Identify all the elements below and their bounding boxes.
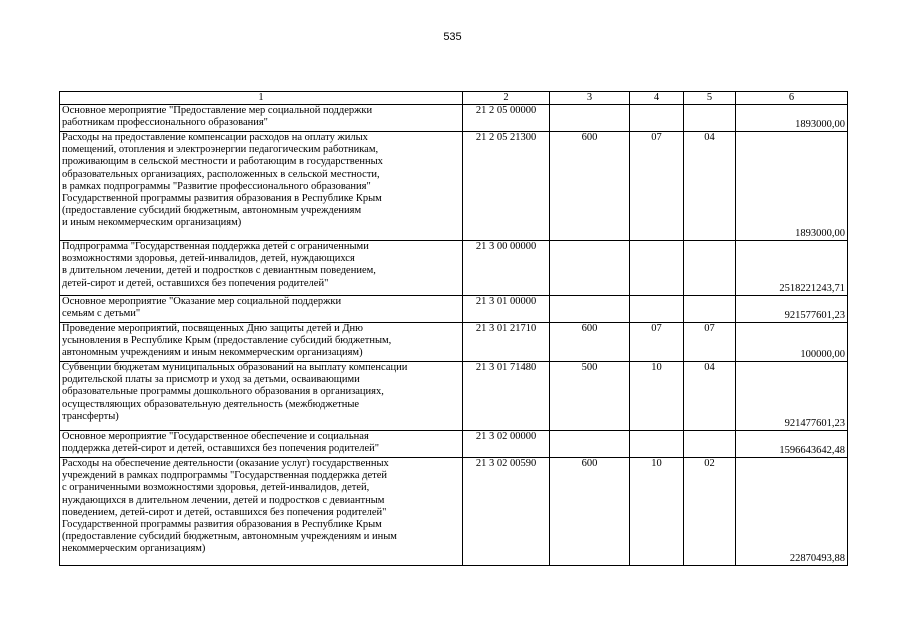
table-row bbox=[60, 105, 848, 132]
row-type-cell: 600 bbox=[550, 132, 630, 241]
row-section-cell bbox=[630, 105, 684, 132]
row-type-cell bbox=[550, 105, 630, 132]
row-name-cell: Расходы на обеспечение деятельности (оказание услуг) государственных учреждений в рамках подпрограммы "Государственная поддержка детей с ограниченными возможностями здоровья, детей-инвалидов, детей, нуждающихся в длительном лечении, детей и подростков с девиантным поведением, детей-сирот и детей, оставшихся без попечения родителей" Государственной программы развития образования в Республике Крым (предоставление субсидий бюджетным, автономным учреждениям и иным некоммерческим организациям) bbox=[60, 458, 463, 566]
table-header-row bbox=[60, 92, 848, 105]
column-header: 6 bbox=[736, 92, 848, 105]
table-row bbox=[60, 296, 848, 323]
table-row bbox=[60, 132, 848, 241]
budget-table bbox=[59, 91, 848, 566]
page-number: 535 bbox=[443, 31, 462, 43]
row-name-cell: Подпрограмма "Государственная поддержка детей с ограниченными возможностями здоровья, детей-инвалидов, детей, нуждающихся в длительном лечении, детей и подростков с девиантным поведением, детей-сирот и детей, оставшихся без попечения родителей" bbox=[60, 241, 463, 296]
row-type-cell: 500 bbox=[550, 362, 630, 431]
row-code-cell: 21 3 01 21710 bbox=[463, 323, 550, 362]
row-subsection-cell: 04 bbox=[684, 132, 736, 241]
row-subsection-cell bbox=[684, 296, 736, 323]
row-sum-cell: 1893000,00 bbox=[736, 105, 848, 132]
row-type-cell: 600 bbox=[550, 458, 630, 566]
row-type-cell bbox=[550, 241, 630, 296]
row-section-cell: 10 bbox=[630, 458, 684, 566]
row-sum-cell: 921577601,23 bbox=[736, 296, 848, 323]
row-code-cell: 21 3 02 00000 bbox=[463, 431, 550, 458]
row-section-cell bbox=[630, 296, 684, 323]
row-section-cell bbox=[630, 431, 684, 458]
table-row bbox=[60, 241, 848, 296]
column-header: 5 bbox=[684, 92, 736, 105]
row-sum-cell: 100000,00 bbox=[736, 323, 848, 362]
row-section-cell: 07 bbox=[630, 132, 684, 241]
row-type-cell bbox=[550, 296, 630, 323]
row-code-cell: 21 3 02 00590 bbox=[463, 458, 550, 566]
row-section-cell bbox=[630, 241, 684, 296]
row-sum-cell: 921477601,23 bbox=[736, 362, 848, 431]
row-name-cell: Проведение мероприятий, посвященных Дню защиты детей и Дню усыновления в Республике Крым (предоставление субсидий бюджетным, автономным учреждениям и иным некоммерческим организациям) bbox=[60, 323, 463, 362]
row-section-cell: 07 bbox=[630, 323, 684, 362]
table-row bbox=[60, 362, 848, 431]
row-subsection-cell: 07 bbox=[684, 323, 736, 362]
column-header: 1 bbox=[60, 92, 463, 105]
row-section-cell: 10 bbox=[630, 362, 684, 431]
row-code-cell: 21 3 00 00000 bbox=[463, 241, 550, 296]
row-code-cell: 21 2 05 21300 bbox=[463, 132, 550, 241]
table-row bbox=[60, 431, 848, 458]
row-sum-cell: 2518221243,71 bbox=[736, 241, 848, 296]
row-name-cell: Основное мероприятие "Оказание мер социальной поддержки семьям с детьми" bbox=[60, 296, 463, 323]
row-name-cell: Основное мероприятие "Предоставление мер социальной поддержки работникам профессионального образования" bbox=[60, 105, 463, 132]
row-name-cell: Расходы на предоставление компенсации расходов на оплату жилых помещений, отопления и электроэнергии педагогическим работникам, проживающим в сельской местности и работающим в государственных образовательных организациях, расположенных в сельской местности, в рамках подпрограммы "Развитие профессионального образования" Государственной программы развития образования в Республике Крым (предоставление субсидий бюджетным, автономным учреждениям и иным некоммерческим организациям) bbox=[60, 132, 463, 241]
column-header: 2 bbox=[463, 92, 550, 105]
row-sum-cell: 1893000,00 bbox=[736, 132, 848, 241]
row-type-cell: 600 bbox=[550, 323, 630, 362]
row-sum-cell: 22870493,88 bbox=[736, 458, 848, 566]
row-name-cell: Субвенции бюджетам муниципальных образований на выплату компенсации родительской платы за присмотр и уход за детьми, осваивающими образовательные программы дошкольного образования в организациях, осуществляющих образовательную деятельность (межбюджетные трансферты) bbox=[60, 362, 463, 431]
column-header: 3 bbox=[550, 92, 630, 105]
row-subsection-cell bbox=[684, 105, 736, 132]
table-row bbox=[60, 323, 848, 362]
row-code-cell: 21 3 01 00000 bbox=[463, 296, 550, 323]
row-sum-cell: 1596643642,48 bbox=[736, 431, 848, 458]
row-code-cell: 21 3 01 71480 bbox=[463, 362, 550, 431]
row-subsection-cell: 02 bbox=[684, 458, 736, 566]
row-code-cell: 21 2 05 00000 bbox=[463, 105, 550, 132]
row-name-cell: Основное мероприятие "Государственное обеспечение и социальная поддержка детей-сирот и детей, оставшихся без попечения родителей" bbox=[60, 431, 463, 458]
row-subsection-cell bbox=[684, 241, 736, 296]
column-header: 4 bbox=[630, 92, 684, 105]
row-subsection-cell bbox=[684, 431, 736, 458]
row-type-cell bbox=[550, 431, 630, 458]
row-subsection-cell: 04 bbox=[684, 362, 736, 431]
table-row bbox=[60, 458, 848, 566]
